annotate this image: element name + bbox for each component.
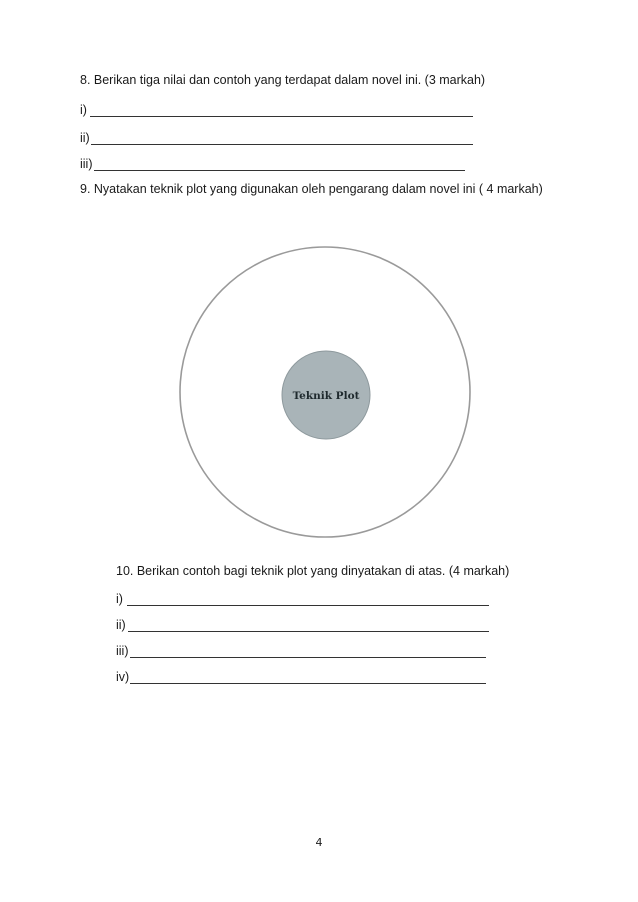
q10-answer-line-3[interactable] xyxy=(130,657,486,658)
question-8-text: 8. Berikan tiga nilai dan contoh yang terdapat dalam novel ini. (3 markah) xyxy=(80,73,486,87)
center-circle-label: Teknik Plot xyxy=(292,390,360,402)
q10-answer-label-1: i) xyxy=(116,592,123,606)
q8-answer-label-3: iii) xyxy=(80,157,93,171)
q10-answer-line-1[interactable] xyxy=(127,605,489,606)
q10-answer-label-3: iii) xyxy=(116,644,129,658)
q8-answer-line-1[interactable] xyxy=(90,116,473,117)
q8-answer-label-1: i) xyxy=(80,103,87,117)
q10-answer-line-2[interactable] xyxy=(128,631,489,632)
page-number: 4 xyxy=(315,836,323,849)
q10-answer-label-2: ii) xyxy=(116,618,126,632)
q8-answer-line-3[interactable] xyxy=(94,170,465,171)
teknik-plot-diagram xyxy=(170,232,480,552)
q8-answer-line-2[interactable] xyxy=(91,144,473,145)
q10-answer-label-4: iv) xyxy=(116,670,130,684)
question-9-text: 9. Nyatakan teknik plot yang digunakan oleh pengarang dalam novel ini ( 4 markah) xyxy=(80,182,543,196)
question-10-text: 10. Berikan contoh bagi teknik plot yang dinyatakan di atas. (4 markah) xyxy=(116,564,510,578)
q8-answer-label-2: ii) xyxy=(80,131,90,145)
q10-answer-line-4[interactable] xyxy=(130,683,486,684)
